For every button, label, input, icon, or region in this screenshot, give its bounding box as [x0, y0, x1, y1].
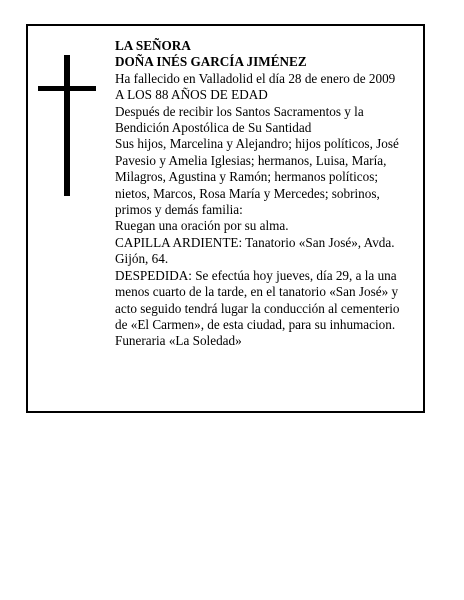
chapel-line: CAPILLA ARDIENTE: Tanatorio «San José», Avda. Gijón, 64.: [115, 234, 395, 267]
obituary-text: [115, 38, 415, 350]
funeral-home-line: Funeraria «La Soledad»: [115, 333, 242, 349]
age-line: A LOS 88 AÑOS DE EDAD: [115, 87, 268, 103]
death-announcement: Ha fallecido en Valladolid el día 28 de enero de 2009: [115, 70, 396, 86]
farewell-line: DESPEDIDA: Se efectúa hoy jueves, día 29, a la una menos cuarto de la tarde, en el tanatorio «San José» y acto seguido tendrá lugar la conducción al cementerio de «El Carmen», de esta ciudad, para su inhumacion.: [115, 267, 400, 332]
title-line: LA SEÑORA: [115, 38, 191, 53]
sacraments-line: Después de recibir los Santos Sacramentos y la Bendición Apostólica de Su Santidad: [115, 103, 364, 136]
deceased-name: DOÑA INÉS GARCÍA JIMÉNEZ: [115, 54, 307, 70]
prayer-line: Ruegan una oración por su alma.: [115, 218, 289, 234]
cross-icon: [38, 55, 96, 196]
cross-horizontal-bar: [38, 86, 96, 91]
family-line: Sus hijos, Marcelina y Alejandro; hijos políticos, José Pavesio y Amelia Iglesias; hermanos, Luisa, María, Milagros, Agustina y Ramón; hermanos políticos; nietos, Marcos, Rosa María y Mercedes; sobrinos, primos y demás familia:: [115, 136, 399, 218]
cross-vertical-bar: [64, 55, 70, 196]
